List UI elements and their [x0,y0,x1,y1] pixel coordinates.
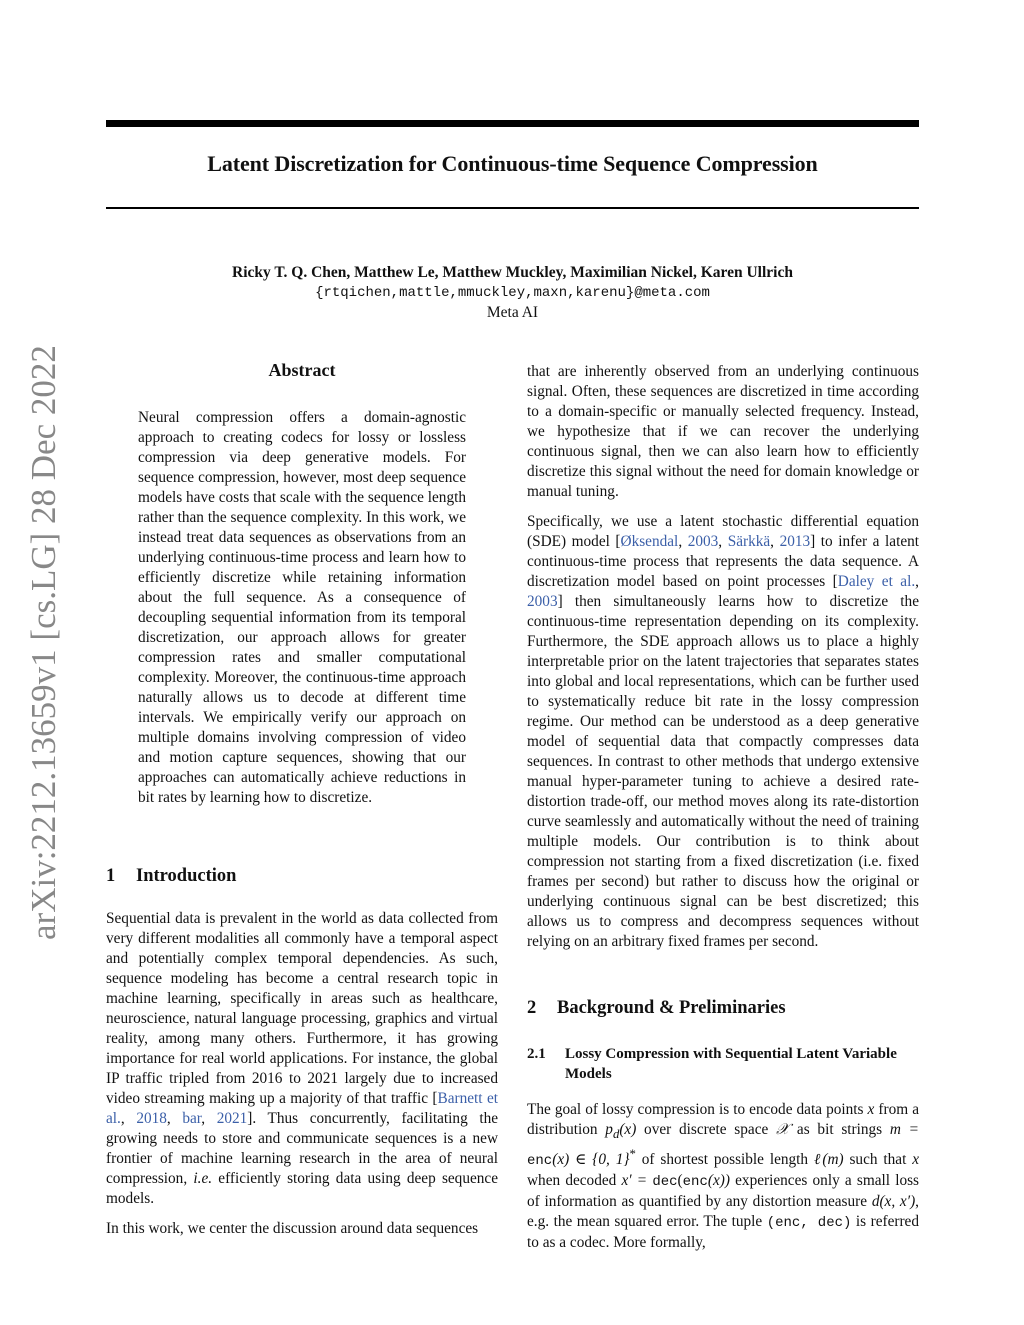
introduction-paragraph [106,1219,498,1239]
text-run: that are inherently observed from an underlying continuous signal. Often, these sequences are discretized in time according to a domain-specific or manually selected frequency. Instead, we hypothesize that if we can recover the underlying continuous signal, then we can also learn how to efficiently discretize this signal without the need for domain knowledge or manual tuning. [527,363,919,500]
citation-link[interactable]: Øksendal [620,533,679,550]
citation-year-link[interactable]: 2021 [216,1110,248,1127]
title-rule-bottom [106,207,919,209]
introduction-paragraph: Sequential data is prevalent in the world as data collected from very different modalities all commonly have a temporal aspect and potentially complex temporal dependencies. As such, sequence modeling has become a central research topic in machine learning, specifically in areas such as healthcare, neuroscience, natural language processing, graphics and virtual reality, among many others. Furthermore, it has growing importance for real world applications. For instance, the global IP traffic tripled from 2016 to 2021 largely due to increased video streaming making up a majority of that traffic [Barnett et al., 2018, bar, 2021]. Thus concurrently, facilitating the growing needs to store and communicate sequences is a new frontier of machine learning research in the area of neural compression, i.e. efficiently storing data using deep sequence models. [106,910,499,1207]
text-run: of shortest possible length [635,1151,814,1169]
math-var: (x) [619,1121,637,1138]
math-op: enc [527,1153,553,1170]
text-run: Sequential data is prevalent in the world as data collected from very different modalities all commonly have a temporal aspect and potentially complex temporal dependencies. As such, sequence modeling has become a central research topic in machine learning, specifically in areas such as healthcare, neuroscience, natural language processing, graphics and virtual reality, among many others. Furthermore, it has growing importance for real world applications. For instance, the global IP traffic tripled from 2016 to 2021 largely due to increased video streaming making up a majority of that traffic [ [106,910,498,1107]
section-title: Background & Preliminaries [557,998,786,1018]
section-number: 1 [106,866,116,886]
introduction-paragraph-continued [527,362,919,502]
citation-link[interactable]: Barnett et al. [106,1090,498,1127]
section-title: Introduction [136,866,237,886]
math-op: dec [652,1174,678,1191]
text-run: ] to infer a latent continuous-time process that represents the data sequence. A discretization model based on point processes [ [527,533,920,590]
arxiv-identifier: arXiv:2212.13659v1 [cs.LG] 28 Dec 2022 [24,345,63,940]
subsection-number: 2.1 [527,1046,546,1062]
citation-year-link[interactable]: 2003 [687,533,719,550]
subsection-title: Lossy Compression with Sequential Latent Variable Models [565,1046,897,1082]
section-heading-introduction [106,866,236,887]
math-var: x [912,1151,920,1169]
text-run: , e.g. the mean squared error. The tuple [527,1193,919,1231]
affiliation: Meta AI [486,304,539,321]
text-run: such that [843,1151,913,1169]
introduction-paragraph: Specifically, we use a latent stochastic differential equation (SDE) model [Øksendal, 2003, Särkkä, 2013] to infer a latent continuous-time process that represents the data sequence. A discretization model based on point processes [Daley et al., 2003] then simultaneously learns how to discretize the continuous-time representation depending on its complexity. Furthermore, the SDE approach allows us to place a highly interpretable prior on the latent trajectories that separates states into global and local representations, which can be further used to systematically reduce bit rate in the lossy compression regime. Our method can be understood as a deep generative model of sequential data that compactly compresses data sequences. In contrast to other methods that undergo extensive manual hyper-parameter tuning to achieve a desired rate-distortion trade-off, our method moves along its rate-distortion curve seamlessly and automatically without the need of training multiple models. Our contribution is to think about compression not starting from a fixed discretization (i.e. fixed frames per second) but rather to discuss how the original or underlying continuous signal can be best discretized; this allows us to compress and decompress sequences without relying on an arbitrary fixed frames per second. [527,513,920,950]
subsection-heading [527,1044,919,1084]
math-var: p [605,1121,613,1138]
abstract-heading: Abstract [268,360,336,380]
citation-link[interactable]: bar [182,1110,202,1127]
math-var: m = [889,1121,919,1138]
text-run: experiences only a small loss of information as quantified by any distortion measure [527,1172,920,1211]
math-var: x′ = [621,1172,653,1190]
math-var: d [612,1127,620,1142]
math-var: ( [677,1172,683,1190]
abstract-body [138,408,466,808]
math-op: (enc, dec) [766,1215,852,1232]
text-run: ] then simultaneously learns how to discretize the continuous-time representation depending on its complexity. Furthermore, the SDE approach allows us to place a highly interpretable prior on the latent trajectories that separates states into global and local representations, which can be further used to systematically reduce bit rate in the lossy compression regime. Our method can be understood as a deep generative model of sequential data that compactly compresses data sequences. In contrast to other methods that undergo extensive manual hyper-parameter tuning to achieve a desired rate-distortion trade-off, our method moves along its rate-distortion curve seamlessly and automatically without the need of training multiple models. Our contribution is to think about compression not starting from a fixed discretization (i.e. fixed frames per second) but rather to discuss how the original or underlying continuous signal can be best discretized; this allows us to compress and decompress sequences without relying on an arbitrary fixed frames per second. [527,593,919,950]
text-run: efficiently storing data using deep sequence models. [106,1170,498,1207]
title-rule-top [106,120,919,127]
text-run: The goal of lossy compression is to encode data points [527,1101,868,1118]
citation-link[interactable]: Särkkä [727,533,771,550]
paper-title: Latent Discretization for Continuous-time Sequence Compression [207,151,818,176]
author-emails: {rtqichen,mattle,mmuckley,maxn,karenu}@meta.com [315,285,710,301]
citation-link[interactable]: Daley et al. [837,573,916,590]
math-op: enc [682,1174,708,1191]
text-run: i.e. [193,1170,213,1187]
background-paragraph [527,1100,919,1253]
math-var: d(x, x′) [871,1193,916,1211]
text-run: when decoded [527,1172,622,1190]
text-run: is referred to as a codec. More formally, [527,1213,919,1252]
text-run: over discrete space [636,1121,777,1138]
citation-year-link[interactable]: 2003 [527,593,558,610]
text-run: Specifically, we use a latent stochastic differential equation (SDE) model [ [527,513,919,550]
math-var: (x) ∈ {0, 1} [552,1151,630,1169]
math-var: 𝒳 [776,1121,790,1138]
author-list: Ricky T. Q. Chen, Matthew Le, Matthew Muckley, Maximilian Nickel, Karen Ullrich [232,264,793,281]
text-run: from a distribution [527,1101,919,1138]
citation-year-link[interactable]: 2013 [779,533,811,550]
math-var: * [629,1147,636,1162]
math-var: (x)) [707,1172,730,1190]
section-heading-background [527,998,786,1019]
text-run: as bit strings [789,1121,890,1138]
math-var: x [867,1101,875,1118]
text-run: ]. Thus concurrently, facilitating the growing needs to store and communicate sequences is a new frontier of machine learning research in the area of neural compression, [106,1110,499,1187]
math-var: ℓ(m) [813,1151,844,1169]
citation-year-link[interactable]: 2018 [136,1110,167,1127]
text-run: In this work, we center the discussion around data sequences [106,1220,479,1237]
abstract-text: Neural compression offers a domain-agnostic approach to creating codecs for lossy or lossless compression via deep generative models. For sequence compression, however, most deep sequence models have costs that scale with the sequence length rather than the sequence complexity. In this work, we instead treat data sequences as observations from an underlying continuous-time process and learn how to efficiently discretize while retaining information about the full sequence. As a consequence of decoupling sequential information from its temporal discretization, our approach allows for greater compression rates and smaller computational complexity. Moreover, the continuous-time approach naturally allows us to decode at different time intervals. We empirically verify our approach on multiple domains involving compression of video and motion capture sequences, showing that our approaches can automatically achieve reductions in bit rates by learning how to discretize. [138,409,466,806]
section-number: 2 [527,998,537,1018]
